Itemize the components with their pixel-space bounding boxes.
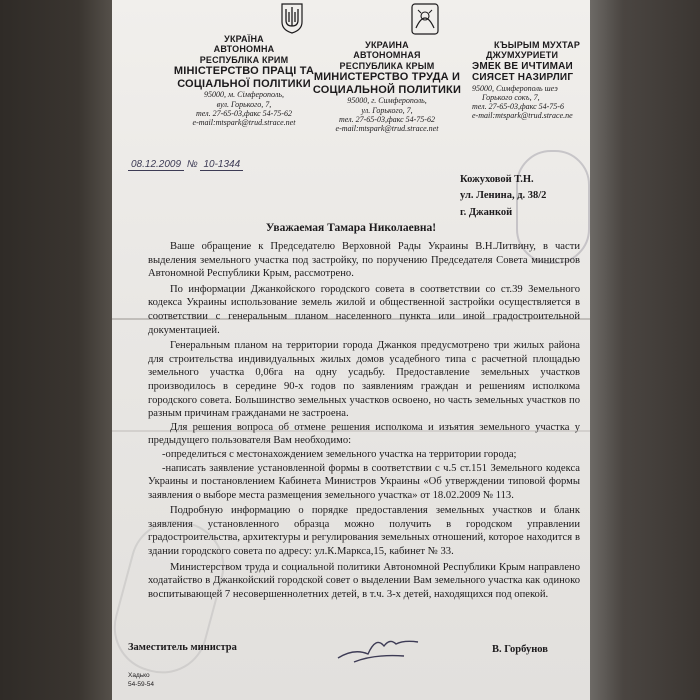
paragraph: Ваше обращение к Председателю Верховной Рады Украины В.Н.Литвину, в части выделения земельного участка под застройку, по поручению Председателя Совета министров Автономной Республики Крым, рассмотрено. [148,241,580,280]
region: ДЖУМХУРИЕТИ [486,50,559,61]
letter-number: 10-1344 [200,159,243,171]
header-russian [312,40,462,133]
ministry-name: СОЦІАЛЬНОЇ ПОЛІТИКИ [177,77,311,90]
recipient-name: Кожуховой Т.Н. [460,174,534,185]
header-ukrainian [164,34,324,127]
list-item: -определиться с местонахождением земельного участка на территории города; [162,448,517,460]
ministry-name: СОЦИАЛЬНОЙ ПОЛИТИКИ [312,83,462,96]
phone: тел. 27-65-03,факс 54-75-62 [196,108,292,118]
signatory-name: В. Горбунов [492,644,548,655]
ministry-name: СИЯСЕТ НАЗИРЛИГ [472,72,574,84]
ministry-name: МИНИСТЕРСТВО ТРУДА И [313,71,461,84]
paragraph: Генеральным планом на территории города Джанкоя предусмотрено три жилых района для строительства индивидуальных жилых домов усадебного типа с расчетной площадью земельного участка 0,06га на одну усадьбу. Предоставление земельных участков производилось в середине 90-х годов по заявлениям граждан и решениям исполкома городского совета. Большинство земельных участков освоено, но часть земельных участков по разным причинам гражданами не застроена. [148,340,580,420]
address: 95000, г. Симферополь, [347,96,427,106]
address: вул. Горького, 7, [216,99,272,109]
ministry-name: МІНІСТЕРСТВО ПРАЦІ ТА [173,65,315,78]
region: АВТОНОМНА [213,44,275,55]
executor-phone: 54-59-54 [128,681,155,688]
outgoing-number [128,159,243,171]
region: РЕСПУБЛІКА КРИМ [199,54,289,65]
paragraph: По информации Джанкойского городского совета в соответствии со ст.39 Земельного кодекса Украины использование земель жилой и общественной застройки осуществляется в соответствии с генеральным планом населенного пункта или иной градостроительной документацией. [148,283,580,336]
left-background [0,0,112,700]
right-background [590,0,700,700]
executor-name: Хадько [128,672,150,679]
executor-note [128,671,154,689]
paragraph: Подробную информацию о порядке предоставления земельных участков и бланк заявления установленного образца можно получить в городском управлении градостроительства, архитектуры и регулирования земельных отношений, которое находится в здании городского совета по адресу: ул.К.Маркса,15, кабинет № 33. [148,505,580,558]
coat-of-arms-trident-icon [280,2,304,34]
recipient-city: г. Джанкой [460,206,513,218]
letter-sheet [112,0,590,700]
region: РЕСПУБЛИКА КРЫМ [339,60,435,71]
ministry-name: ЭМЕК ВЕ ИЧТИМАИ [472,60,573,72]
list-item: -написать заявление установленной формы в соответствии с ч.5 ст.151 Земельного кодекса Украины и постановлением Кабинета Министров Украины «Об утверждении типовой формы заявления о выборе места размещения земельного участка» от 18.02.2009 № 113. [148,462,580,501]
salutation: Уважаемая Тамара Николаевна! [265,222,437,234]
paragraph: Для решения вопроса об отмене решения исполкома и изъятия земельного участка у предыдущего пользователя Вам необходимо: [148,421,580,447]
email: e-mail:mtspark@trud.strace.net [335,123,439,133]
email: e-mail:mtspark@trud.strace.ne [472,111,573,121]
region: АВТОНОМНАЯ [353,50,421,61]
recipient-block [460,172,546,221]
recipient-street: ул. Ленина, д. 38/2 [460,190,547,202]
header-crimean-tatar [472,40,590,120]
address: 95000, м. Сімферополь, [204,90,284,100]
letter-date: 08.12.2009 [128,159,184,171]
paragraph: Министерством труда и социальной политики Автономной Республики Крым направлено ходатайство в Джанкойский городской совет о выделении Вам земельного участка как одиноко воспитывающей 7 несовершеннолетних детей, в т.ч. 3-х детей, находящихся под опекой. [148,561,580,600]
number-label: № [186,159,198,170]
signatory-title: Заместитель министра [128,642,237,653]
address: Горького сокъ, 7, [482,92,540,102]
crimea-emblem-icon [410,2,440,36]
phone: тел. 27-65-03,факс 54-75-62 [339,114,435,124]
phone: тел. 27-65-03,факс 54-75-6 [472,102,564,112]
country: УКРАЇНА [224,34,264,44]
email: e-mail:mtspark@trud.strace.net [192,117,296,127]
country: КЪЫРЫМ МУХТАР [494,40,581,50]
country: УКРАИНА [365,40,409,50]
address: 95000, Симферополь шеэ [472,83,558,93]
address: ул. Горького, 7, [361,105,413,115]
handwritten-signature [334,628,424,666]
